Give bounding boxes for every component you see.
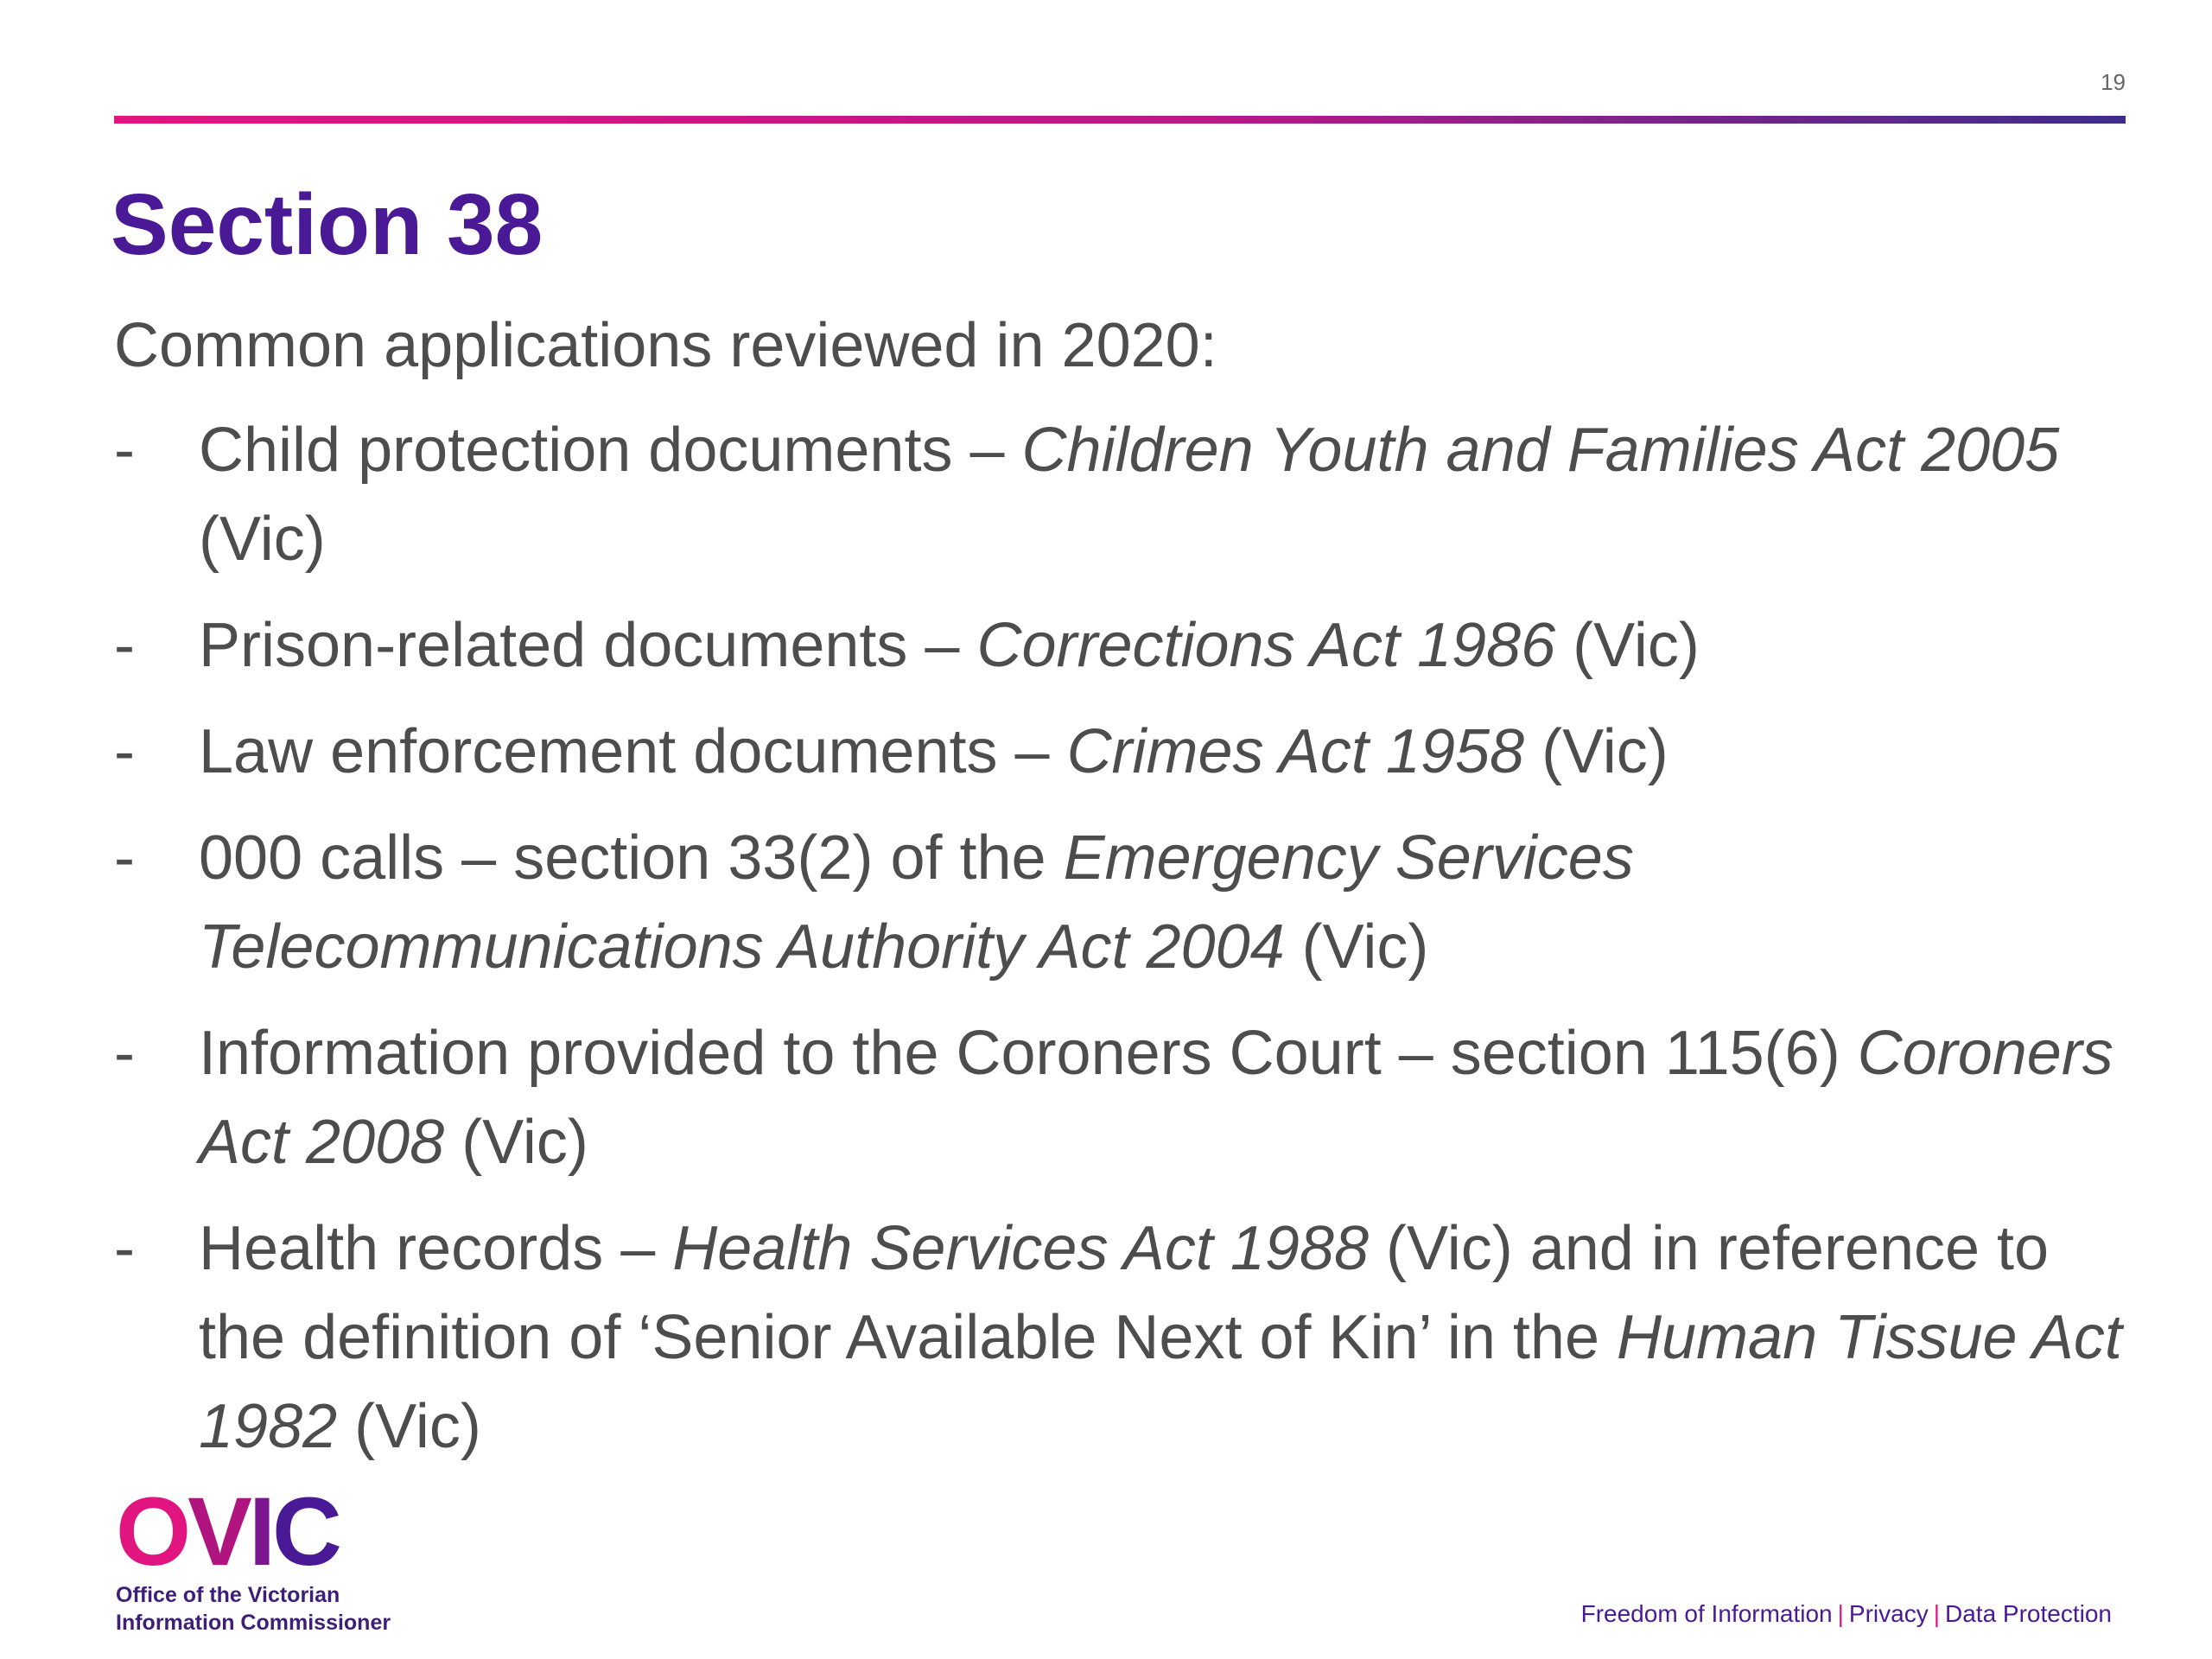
bullet-dash: -	[114, 1019, 135, 1088]
bullet-item	[114, 814, 2136, 992]
bullet-dash: -	[114, 1214, 135, 1283]
bullet-item	[114, 601, 2136, 690]
bullet-dash: -	[114, 717, 135, 786]
bullet-text: 000 calls – section 33(2) of the	[199, 823, 1064, 893]
intro-text: Common applications reviewed in 2020:	[114, 311, 1217, 380]
bullet-list	[114, 406, 2136, 1489]
jurisdiction: (Vic)	[1555, 611, 1700, 680]
bullet-text: Law enforcement documents –	[199, 717, 1067, 786]
footer-separator: |	[1837, 1600, 1844, 1627]
jurisdiction: (Vic)	[444, 1108, 588, 1177]
act-name: Health Services Act 1988	[672, 1214, 1370, 1283]
footer-item-privacy: Privacy	[1848, 1600, 1929, 1627]
act-name: Coroners Act 2008	[199, 1019, 2113, 1177]
bullet-text: Child protection documents –	[199, 416, 1022, 485]
ovic-logo	[116, 1478, 391, 1635]
act-name: Emergency Services Telecommunications Authority Act 2004	[199, 823, 1634, 982]
logo-line-1: Office of the Victorian	[116, 1583, 340, 1607]
footer-separator: |	[1933, 1600, 1940, 1627]
slide-title: Section 38	[111, 176, 543, 273]
act-name: Human Tissue Act 1982	[199, 1303, 2122, 1461]
footer-item-foi: Freedom of Information	[1580, 1600, 1833, 1627]
bullet-item	[114, 1205, 2136, 1471]
act-name: Corrections Act 1986	[976, 611, 1556, 680]
bullet-dash: -	[114, 823, 135, 893]
bullet-text: Health records –	[199, 1214, 673, 1283]
jurisdiction: (Vic)	[1524, 717, 1669, 786]
logo-line-2: Information Commissioner	[116, 1611, 391, 1635]
bullet-item	[114, 1009, 2136, 1187]
ovic-logo-mark: OVIC	[116, 1478, 339, 1586]
jurisdiction: (Vic)	[199, 505, 326, 574]
header-rule	[114, 116, 2126, 124]
bullet-item	[114, 708, 2136, 797]
bullet-text: Information provided to the Coroners Court – section 115(6)	[199, 1019, 1858, 1088]
act-name: Children Youth and Families Act 2005	[1021, 416, 2060, 485]
bullet-item	[114, 406, 2136, 584]
footer-tagline	[1581, 1600, 2112, 1628]
jurisdiction: (Vic)	[1284, 912, 1429, 982]
jurisdiction: (Vic)	[337, 1392, 481, 1461]
page-number: 19	[2101, 69, 2126, 95]
bullet-text-continued: (Vic) and in reference to the definition of ‘Senior Available Next of Kin’ in the	[199, 1214, 2050, 1372]
bullet-dash: -	[114, 611, 135, 680]
act-name: Crimes Act 1958	[1066, 717, 1525, 786]
bullet-dash: -	[114, 416, 135, 485]
bullet-text: Prison-related documents –	[199, 611, 977, 680]
footer-item-data-protection: Data Protection	[1945, 1600, 2112, 1627]
